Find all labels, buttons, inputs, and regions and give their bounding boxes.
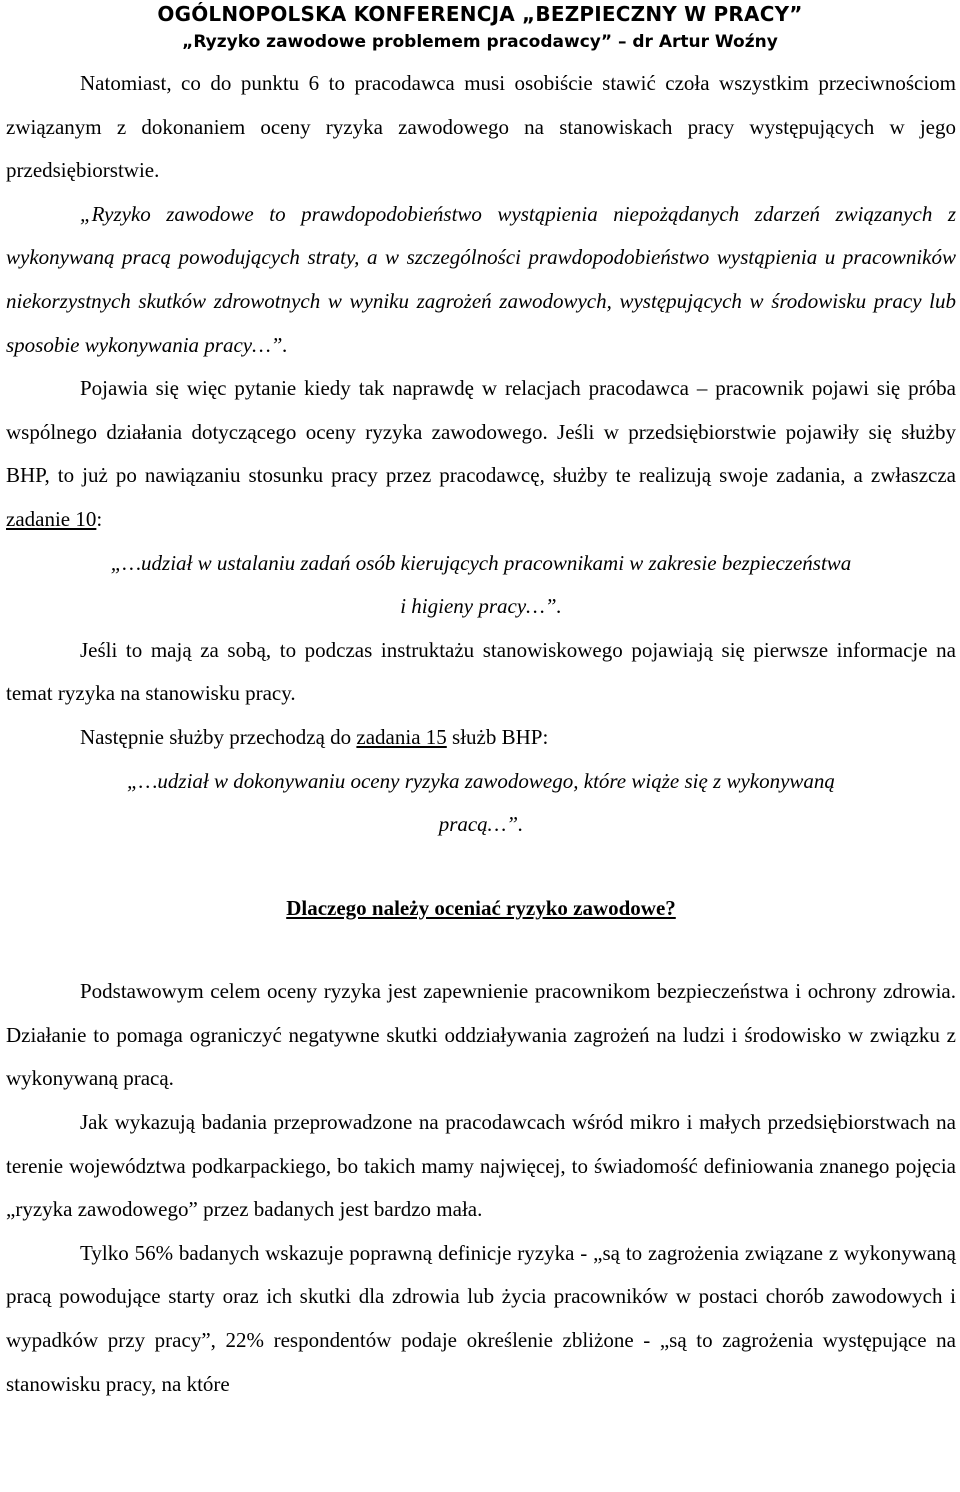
paragraph-4 bbox=[6, 716, 956, 760]
conference-title: OGÓLNOPOLSKA KONFERENCJA „BEZPIECZNY W PRACY” bbox=[157, 2, 803, 26]
quote-task-15 bbox=[6, 760, 956, 847]
paragraph-2-tail: : bbox=[96, 506, 103, 531]
paragraph-7: Tylko 56% badanych wskazuje poprawną definicje ryzyka - „są to zagrożenia związane z wykonywaną pracą powodujące starty oraz ich skutki dla zdrowia lub życia pracowników w postaci chorób zawodowych i wypadków przy pracy”, 22% respondentów podaje określenie zbliżone - „są to zagrożenia występujące na stanowisku pracy, na które bbox=[6, 1240, 956, 1396]
section-heading: Dlaczego należy oceniać ryzyko zawodowe? bbox=[286, 895, 676, 920]
quote-task-15-line2: pracą…”. bbox=[438, 812, 524, 837]
paragraph-6: Jak wykazują badania przeprowadzone na pracodawcach wśród mikro i małych przedsiębiorstwach na terenie województwa podkarpackiego, bo takich mamy najwięcej, to świadomość definiowania znanego pojęcia „ryzyka zawodowego” przez badanych jest bardzo mała. bbox=[6, 1110, 956, 1222]
paragraph-2-text: Pojawia się więc pytanie kiedy tak naprawdę w relacjach pracodawca – pracownik pojawi się próba wspólnego działania dotyczącego oceny ryzyka zawodowego. Jeśli w przedsiębiorstwie pojawiły się służby BHP, to już po nawiązaniu stosunku pracy przez pracodawcę, służby te realizują swoje zadania, a zwłaszcza bbox=[6, 376, 956, 488]
conference-subtitle: „Ryzyko zawodowe problemem pracodawcy” – dr Artur Woźny bbox=[182, 32, 778, 52]
document-body bbox=[6, 62, 956, 1406]
quote-definition: „Ryzyko zawodowe to prawdopodobieństwo wystąpienia niepożądanych zdarzeń związanych z wykonywaną pracą powodujących straty, a w szczególności prawdopodobieństwo wystąpienia u pracowników niekorzystnych skutków zdrowotnych w wyniku zagrożeń zawodowych, występujących w środowisku pracy lub sposobie wykonywania pracy…”. bbox=[6, 201, 956, 357]
quote-task-15-line1: „…udział w dokonywaniu oceny ryzyka zawodowego, które wiąże się z wykonywaną bbox=[127, 768, 835, 793]
task-15-reference: zadania 15 bbox=[356, 724, 447, 749]
paragraph-2 bbox=[6, 367, 956, 541]
quote-task-10 bbox=[6, 542, 956, 629]
paragraph-3: Jeśli to mają za sobą, to podczas instruktażu stanowiskowego pojawiają się pierwsze informacje na temat ryzyka na stanowisku pracy. bbox=[6, 637, 956, 706]
task-10-reference: zadanie 10 bbox=[6, 506, 97, 531]
paragraph-4-text: Następnie służby przechodzą do bbox=[80, 724, 357, 749]
quote-task-10-line2: i higieny pracy…”. bbox=[400, 594, 562, 619]
paragraph-5: Podstawowym celem oceny ryzyka jest zapewnienie pracownikom bezpieczeństwa i ochrony zdrowia. Działanie to pomaga ograniczyć negatywne skutki oddziaływania zagrożeń na ludzi i środowisko w związku z wykonywaną pracą. bbox=[6, 979, 956, 1091]
quote-task-10-line1: „…udział w ustalaniu zadań osób kierujących pracownikami w zakresie bezpieczeństwa bbox=[110, 550, 852, 575]
paragraph-1: Natomiast, co do punktu 6 to pracodawca musi osobiście stawić czoła wszystkim przeciwnościom związanym z dokonaniem oceny ryzyka zawodowego na stanowiskach pracy występujących w jego przedsiębiorstwie. bbox=[6, 71, 956, 183]
paragraph-4-tail: służb BHP: bbox=[446, 724, 549, 749]
